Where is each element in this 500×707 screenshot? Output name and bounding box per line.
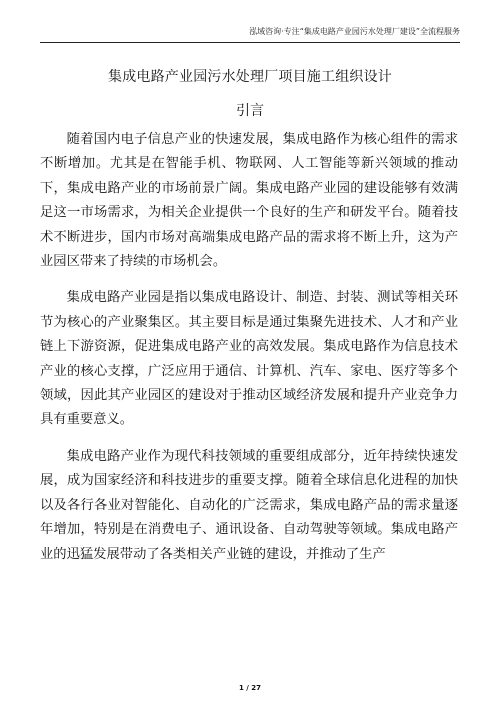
section-heading: 引言 (236, 103, 264, 119)
document-title: 集成电路产业园污水处理厂项目施工组织设计 (108, 69, 392, 85)
page-number: 1 / 27 (238, 684, 262, 692)
page-header: 泓域咨询·专注“集成电路产业园污水处理厂建设”全流程服务 (249, 27, 460, 36)
paragraph-1: 随着国内电子信息产业的快速发展，集成电路作为核心组件的需求不断增加。尤其是在智能手机、物联网、人工智能等新兴领域的推动下，集成电路产业的市场前景广阔。集成电路产业园的建设能够有效满足这一市场需求，为相关企业提供一个良好的生产和研发平台。随着技术不断进步，国内市场对高端集成电路产品的需求将不断上升，这为产业园区带来了持续的市场机会。 (40, 132, 458, 270)
paragraph-2: 集成电路产业园是指以集成电路设计、制造、封装、测试等相关环节为核心的产业聚集区。其主要目标是通过集聚先进技术、人才和产业链上下游资源，促进集成电路产业的高效发展。集成电路作为信息技术产业的核心支撑，广泛应用于通信、计算机、汽车、家电、医疗等多个领域，因此其产业园区的建设对于推动区域经济发展和提升产业竞争力具有重要意义。 (40, 290, 458, 428)
document-body (40, 128, 458, 579)
header-divider (40, 42, 460, 43)
paragraph-3: 集成电路产业作为现代科技领域的重要组成部分，近年持续快速发展，成为国家经济和科技进步的重要支撑。随着全球信息化进程的加快以及各行各业对智能化、自动化的广泛需求，集成电路产品的需求量逐年增加，特别是在消费电子、通讯设备、自动驾驶等领域。集成电路产业的迅猛发展带动了各类相关产业链的建设，并推动了生产 (40, 448, 458, 562)
